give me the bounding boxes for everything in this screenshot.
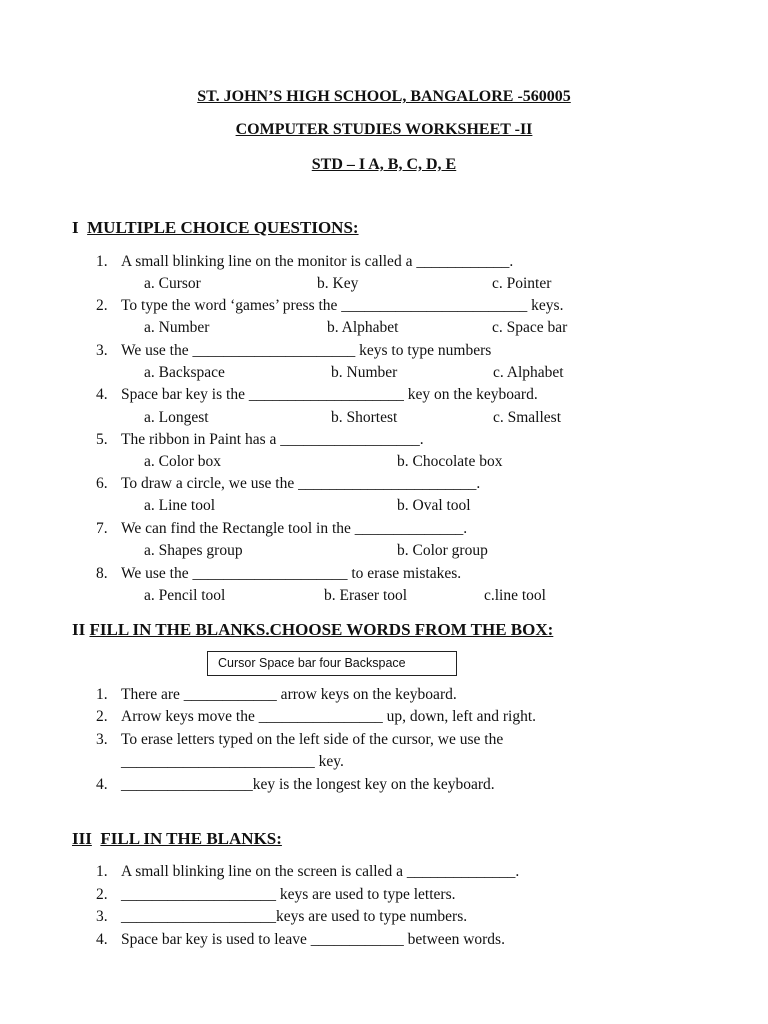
q7-number: 7.	[96, 520, 108, 537]
section-1-title: MULTIPLE CHOICE QUESTIONS:	[87, 218, 359, 237]
s2-q1-number: 1.	[96, 686, 108, 703]
q3-number: 3.	[96, 342, 108, 359]
q6-option-b: b. Oval tool	[397, 497, 471, 514]
q4-text: Space bar key is the ____________________ key on the keyboard.	[121, 386, 538, 403]
s3-q4-number: 4.	[96, 931, 108, 948]
section-2-title: FILL IN THE BLANKS.CHOOSE WORDS FROM THE BOX:	[89, 620, 554, 639]
q3-text: We use the _____________________ keys to type numbers	[121, 342, 492, 359]
q4-number: 4.	[96, 386, 108, 403]
s3-q3-text: ____________________keys are used to type numbers.	[121, 908, 468, 925]
q7-text: We can find the Rectangle tool in the ______________.	[121, 520, 468, 537]
q1-text: A small blinking line on the monitor is called a ____________.	[121, 253, 514, 270]
q7-option-b: b. Color group	[397, 542, 488, 559]
s3-q2-text: ____________________ keys are used to type letters.	[121, 886, 456, 903]
q6-text: To draw a circle, we use the _______________________.	[121, 475, 481, 492]
q3-option-c: c. Alphabet	[493, 364, 564, 381]
q2-option-b: b. Alphabet	[327, 319, 399, 336]
q7-option-a: a. Shapes group	[144, 542, 243, 559]
q2-option-c: c. Space bar	[492, 319, 568, 336]
s3-q2-number: 2.	[96, 886, 108, 903]
section-3-numeral: III	[72, 829, 92, 848]
q1-option-b: b. Key	[317, 275, 359, 292]
s2-q1-text: There are ____________ arrow keys on the keyboard.	[121, 686, 457, 703]
q2-text: To type the word ‘games’ press the ________________________ keys.	[121, 297, 564, 314]
q8-option-c: c.line tool	[484, 587, 546, 604]
s2-q4-number: 4.	[96, 776, 108, 793]
worksheet-title: COMPUTER STUDIES WORKSHEET -II	[235, 121, 533, 138]
q8-option-b: b. Eraser tool	[324, 587, 408, 604]
q1-number: 1.	[96, 253, 108, 270]
section-1-heading	[72, 218, 359, 238]
q4-option-b: b. Shortest	[331, 409, 398, 426]
s3-q3-number: 3.	[96, 908, 108, 925]
q2-option-a: a. Number	[144, 319, 210, 336]
q5-text: The ribbon in Paint has a __________________.	[121, 431, 424, 448]
q8-text: We use the ____________________ to erase mistakes.	[121, 565, 462, 582]
s2-q3-number: 3.	[96, 731, 108, 748]
q4-option-c: c. Smallest	[493, 409, 562, 426]
s3-q1-number: 1.	[96, 863, 108, 880]
standard-line: STD – I A, B, C, D, E	[311, 156, 457, 173]
word-box: Cursor Space bar four Backspace	[207, 651, 457, 676]
q5-option-b: b. Chocolate box	[397, 453, 503, 470]
s2-q3-text: To erase letters typed on the left side of the cursor, we use the	[121, 731, 504, 748]
q1-option-c: c. Pointer	[492, 275, 552, 292]
q3-option-a: a. Backspace	[144, 364, 225, 381]
q3-option-b: b. Number	[331, 364, 398, 381]
q1-option-a: a. Cursor	[144, 275, 201, 292]
q6-number: 6.	[96, 475, 108, 492]
school-name: ST. JOHN’S HIGH SCHOOL, BANGALORE -560005	[197, 88, 571, 105]
s2-q4-text: _________________key is the longest key on the keyboard.	[121, 776, 495, 793]
section-2-heading	[72, 620, 553, 640]
q8-number: 8.	[96, 565, 108, 582]
q6-option-a: a. Line tool	[144, 497, 216, 514]
s2-q2-number: 2.	[96, 708, 108, 725]
section-3-heading	[72, 829, 282, 849]
q5-option-a: a. Color box	[144, 453, 222, 470]
section-2-numeral: II	[72, 620, 86, 639]
section-1-numeral: I	[72, 218, 79, 237]
q5-number: 5.	[96, 431, 108, 448]
q4-option-a: a. Longest	[144, 409, 209, 426]
q2-number: 2.	[96, 297, 108, 314]
section-3-title: FILL IN THE BLANKS:	[100, 829, 282, 848]
s3-q4-text: Space bar key is used to leave ____________ between words.	[121, 931, 505, 948]
s3-q1-text: A small blinking line on the screen is called a ______________.	[121, 863, 520, 880]
s2-q3-continuation: _________________________ key.	[121, 753, 344, 770]
q8-option-a: a. Pencil tool	[144, 587, 226, 604]
s2-q2-text: Arrow keys move the ________________ up, down, left and right.	[121, 708, 536, 725]
